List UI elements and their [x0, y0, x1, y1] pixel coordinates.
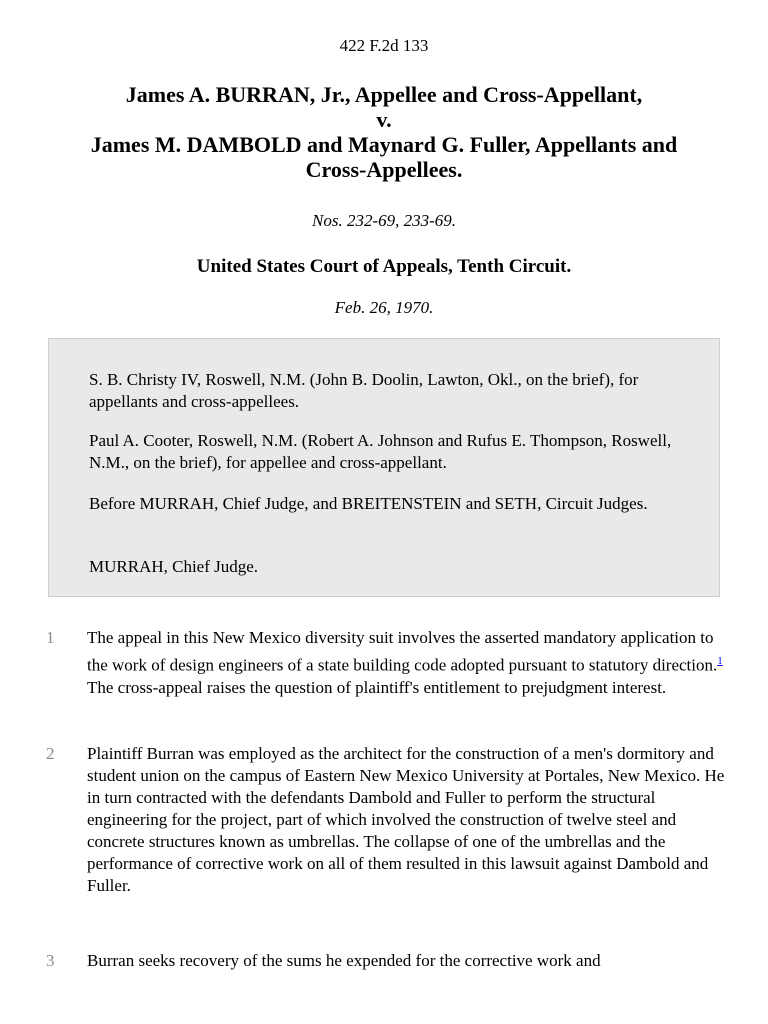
decision-date: Feb. 26, 1970. — [334, 298, 434, 317]
counsel-box — [48, 338, 720, 597]
footnote-link[interactable]: 1 — [717, 655, 723, 667]
paragraph-text — [87, 627, 727, 699]
opinion-author: MURRAH, Chief Judge. — [89, 557, 259, 576]
court-name: United States Court of Appeals, Tenth Circuit. — [196, 256, 572, 277]
paragraph-number: 3 — [46, 951, 55, 970]
paragraph-number: 2 — [46, 744, 55, 763]
paragraph-text: Burran seeks recovery of the sums he expended for the corrective work and — [87, 951, 601, 970]
paragraph-text-part: The appeal in this New Mexico diversity suit involves the asserted mandatory application to the work of design engineers of a state building code adopted pursuant to statutory direction. — [87, 628, 718, 675]
paragraph-text: Plaintiff Burran was employed as the architect for the construction of a men's dormitory and student union on the campus of Eastern New Mexico University at Portales, New Mexico. He in turn contracted with the defendants Dambold and Fuller to perform the structural engineering for the project, part of which involved the construction of twelve steel and concrete structures known as umbrellas. The collapse of one of the umbrellas and the performance of corrective work on all of them resulted in this lawsuit against Dambold and Fuller. — [87, 744, 725, 895]
case-title-line: v. — [376, 107, 392, 132]
case-title — [40, 82, 728, 182]
paragraph-text-part: The cross-appeal raises the question of plaintiff's entitlement to prejudgment interest. — [87, 677, 667, 697]
case-title-line: Cross-Appellees. — [305, 157, 463, 182]
case-title-line: James A. BURRAN, Jr., Appellee and Cross-Appellant, — [125, 82, 643, 107]
case-title-line: James M. DAMBOLD and Maynard G. Fuller, Appellants and — [90, 132, 678, 157]
docket-numbers: Nos. 232-69, 233-69. — [311, 211, 457, 230]
counsel-appellants: S. B. Christy IV, Roswell, N.M. (John B. Doolin, Lawton, Okl., on the brief), for appellants and cross-appellees. — [89, 370, 639, 411]
judges-panel: Before MURRAH, Chief Judge, and BREITENSTEIN and SETH, Circuit Judges. — [89, 494, 648, 513]
case-citation: 422 F.2d 133 — [339, 36, 429, 55]
paragraph-number: 1 — [46, 628, 55, 647]
counsel-appellee: Paul A. Cooter, Roswell, N.M. (Robert A. Johnson and Rufus E. Thompson, Roswell, N.M., on the brief), for appellee and cross-appellant. — [89, 431, 672, 472]
